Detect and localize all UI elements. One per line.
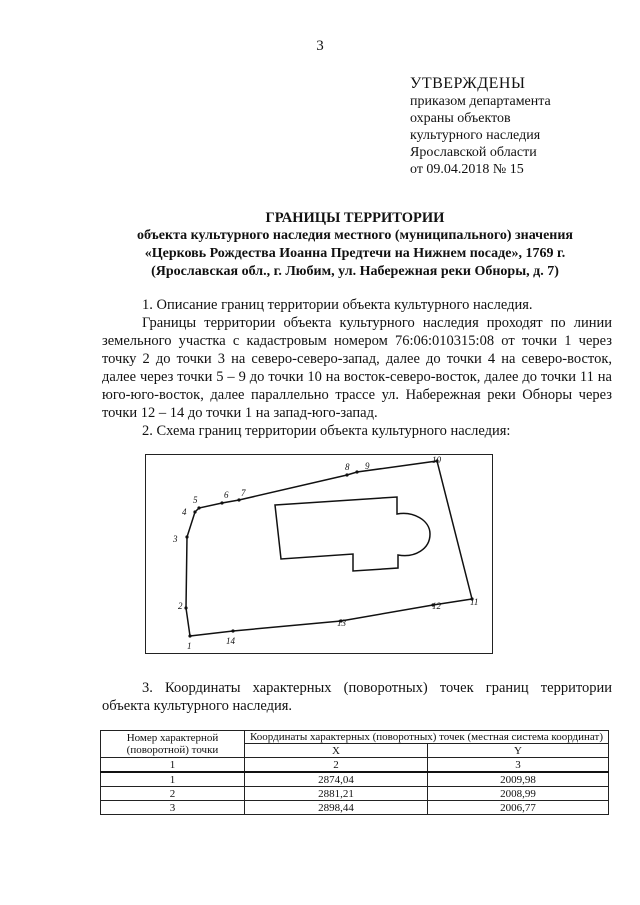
boundary-point [185, 535, 188, 538]
approval-stamp [410, 74, 551, 178]
section-1-text: Границы территории объекта культурного наследия проходят по линии земельного участка с кадастровым номером 76:06:010315:08 от точки 1 через точку 2 до точки 3 на северо-северо-запад, далее до точки 4 на северо-восток, далее через точки 5 – 9 до точки 10 на восток-северо-восток, далее до точки 11 на юго-юго-восток, далее параллельно трассе ул. Набережная реки Обноры через точки 12 – 14 до точки 1 на запад-юго-запад. [102, 315, 612, 421]
document-title [100, 209, 610, 281]
table-cell: 1 [101, 758, 245, 773]
header-y: Y [428, 744, 609, 758]
boundary-point [345, 473, 348, 476]
boundary-line [186, 461, 472, 636]
table-row [101, 772, 609, 787]
point-label: 7 [241, 488, 246, 498]
boundary-scheme [145, 454, 493, 654]
boundary-point [197, 506, 200, 509]
section-3-heading: 3. Координаты характерных (поворотных) точек границ территории объекта культурного наследия. [102, 680, 612, 714]
approval-heading: УТВЕРЖДЕНЫ [410, 75, 526, 92]
header-coordinates: Координаты характерных (поворотных) точек (местная система координат) [245, 731, 609, 744]
point-label: 6 [224, 490, 229, 500]
point-label: 12 [432, 601, 441, 611]
approval-line: Ярославской области [410, 145, 537, 160]
point-label: 13 [337, 618, 346, 628]
boundary-point [355, 470, 358, 473]
title-line: «Церковь Рождества Иоанна Предтечи на Нижнем посаде», 1769 г. [144, 246, 566, 261]
page-number: 3 [316, 38, 324, 54]
table-cell: 2898,44 [245, 801, 428, 815]
section-1-heading: 1. Описание границ территории объекта культурного наследия. [142, 297, 533, 313]
boundary-point [237, 498, 240, 501]
boundary-point [231, 629, 234, 632]
table-cell: 2006,77 [428, 801, 609, 815]
table-row [101, 801, 609, 815]
table-cell: 2881,21 [245, 787, 428, 801]
point-label: 14 [226, 636, 235, 646]
point-label: 11 [470, 597, 479, 607]
table-cell: 3 [101, 801, 245, 815]
table-cell: 1 [101, 772, 245, 787]
boundary-point [188, 634, 191, 637]
section-2-heading: 2. Схема границ территории объекта культурного наследия: [142, 423, 511, 439]
approval-line: охраны объектов [410, 111, 511, 126]
table-cell: 3 [428, 758, 609, 773]
title-line: ГРАНИЦЫ ТЕРРИТОРИИ [265, 210, 445, 226]
table-cell: 2009,98 [428, 772, 609, 787]
point-label: 10 [432, 455, 441, 465]
point-label: 3 [173, 534, 178, 544]
approval-date: от 09.04.2018 № 15 [410, 162, 524, 177]
boundary-point [193, 510, 196, 513]
point-label: 1 [187, 641, 192, 651]
table-cell: 2008,99 [428, 787, 609, 801]
table-column-numbers [101, 758, 609, 773]
table-cell: 2 [101, 787, 245, 801]
point-label: 9 [365, 461, 370, 471]
church-outline [275, 497, 430, 571]
coordinates-table [100, 730, 609, 815]
point-label: 5 [193, 495, 198, 505]
point-label: 2 [178, 601, 183, 611]
header-point-number: Номер характерной (поворотной) точки [101, 731, 245, 758]
title-line: объекта культурного наследия местного (муниципального) значения [136, 228, 573, 243]
header-x: X [245, 744, 428, 758]
boundary-point [184, 606, 187, 609]
approval-line: культурного наследия [410, 128, 541, 143]
table-row [101, 787, 609, 801]
approval-line: приказом департамента [410, 94, 551, 109]
table-cell: 2 [245, 758, 428, 773]
point-label: 4 [182, 507, 187, 517]
point-label: 8 [345, 462, 350, 472]
boundary-points [184, 459, 473, 637]
table-header-row [101, 731, 609, 744]
table-cell: 2874,04 [245, 772, 428, 787]
title-line: (Ярославская обл., г. Любим, ул. Набережная реки Обноры, д. 7) [151, 264, 559, 279]
boundary-point [220, 501, 223, 504]
